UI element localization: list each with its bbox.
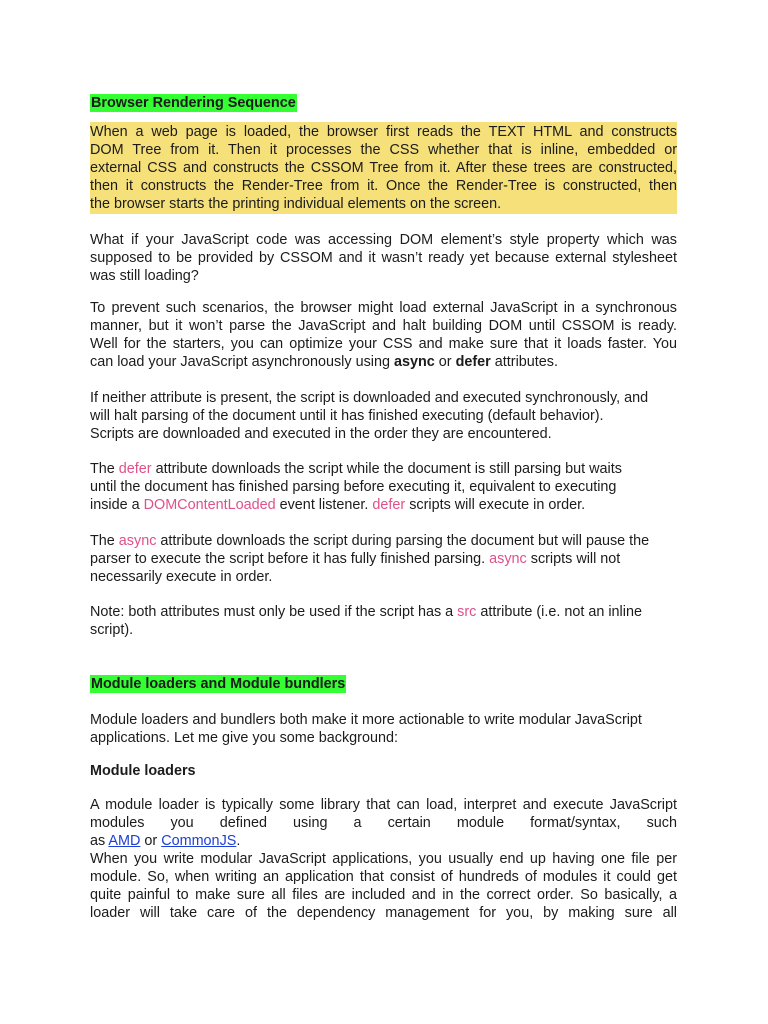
paragraph-defer: [90, 460, 677, 514]
text-line: applications. Let me give you some background:: [90, 730, 398, 746]
text-line: If neither attribute is present, the script is downloaded and executed synchronously, and: [90, 390, 649, 406]
text-line: modules you defined using a certain module format/syntax, such: [90, 815, 677, 831]
text-line: The defer attribute downloads the script while the document is still parsing but waits: [90, 461, 622, 477]
paragraph-module-intro: [90, 711, 677, 747]
keyword-defer: defer: [372, 497, 406, 513]
text-line: When a web page is loaded, the browser first reads the TEXT HTML and constructs: [90, 124, 677, 140]
text-line: A module loader is typically some library that can load, interpret and execute JavaScript: [90, 797, 677, 813]
highlighted-paragraph: [90, 122, 677, 214]
subheading-module-loaders: Module loaders: [90, 763, 196, 779]
keyword-src: src: [457, 604, 477, 620]
keyword-async: async: [118, 533, 157, 549]
text-line: quite painful to make sure all files are included and in the correct order. So basically, a: [90, 887, 677, 903]
section-heading-module-loaders: Module loaders and Module bundlers: [91, 676, 346, 692]
keyword-defer: defer: [455, 354, 491, 370]
keyword-defer: defer: [118, 461, 152, 477]
text-line: script).: [90, 622, 134, 638]
text-line: Scripts are downloaded and executed in the order they are encountered.: [90, 426, 552, 442]
paragraph-async: [90, 532, 677, 586]
paragraph-prevent-scenarios: [90, 299, 677, 371]
keyword-async: async: [393, 354, 435, 370]
text-line: can load your JavaScript asynchronously using async or defer attributes.: [90, 354, 558, 370]
text-line: necessarily execute in order.: [90, 569, 273, 585]
keyword-domcontentloaded: DOMContentLoaded: [143, 497, 276, 513]
text-line: To prevent such scenarios, the browser might load external JavaScript in a synchronous: [90, 300, 677, 316]
text-line: then it constructs the Render-Tree from it. Once the Render-Tree is constructed, then: [90, 178, 677, 194]
text-line: Well for the starters, you can optimize your CSS and make sure that it loads faster. You: [90, 336, 677, 352]
text-line: supposed to be provided by CSSOM and it wasn’t ready yet because external stylesheet: [90, 250, 677, 266]
text-line: as AMD or CommonJS.: [90, 833, 241, 849]
text-line: until the document has finished parsing before executing it, equivalent to executing: [90, 479, 617, 495]
text-line: manner, but it won’t parse the JavaScript and halt building DOM until CSSOM is ready.: [90, 318, 677, 334]
text-line: module. So, when writing an application that consist of hundreds of modules it could get: [90, 869, 677, 885]
text-line: external CSS and constructs the CSSOM Tree from it. After these trees are constructed,: [90, 160, 677, 176]
paragraph-neither-attribute: [90, 389, 677, 443]
text-line: Module loaders and bundlers both make it more actionable to write modular JavaScript: [90, 712, 642, 728]
paragraph-note: [90, 603, 677, 639]
link-commonjs[interactable]: CommonJS: [161, 833, 237, 849]
text-line: DOM Tree from it. Then it processes the CSS whether that is inline, embedded or: [90, 142, 677, 158]
paragraph-module-loader-definition: [90, 796, 677, 922]
section-heading-browser-rendering: Browser Rendering Sequence: [91, 95, 296, 111]
text-line: loader will take care of the dependency management for you, by making sure all: [90, 905, 677, 921]
text-line: the browser starts the printing individual elements on the screen.: [90, 196, 502, 212]
text-line: inside a DOMContentLoaded event listener. defer scripts will execute in order.: [90, 497, 586, 513]
text-line: parser to execute the script before it has fully finished parsing. async scripts will not: [90, 551, 621, 567]
text-line: The async attribute downloads the script during parsing the document but will pause the: [90, 533, 650, 549]
text-line: What if your JavaScript code was accessing DOM element’s style property which was: [90, 232, 677, 248]
text-line: When you write modular JavaScript applications, you usually end up having one file per: [90, 851, 677, 867]
text-line: Note: both attributes must only be used if the script has a src attribute (i.e. not an inline: [90, 604, 642, 620]
text-line: was still loading?: [90, 268, 199, 284]
paragraph-cssom-question: [90, 231, 677, 285]
keyword-async: async: [489, 551, 527, 567]
text-line: will halt parsing of the document until it has finished executing (default behavior).: [90, 408, 604, 424]
link-amd[interactable]: AMD: [108, 833, 141, 849]
